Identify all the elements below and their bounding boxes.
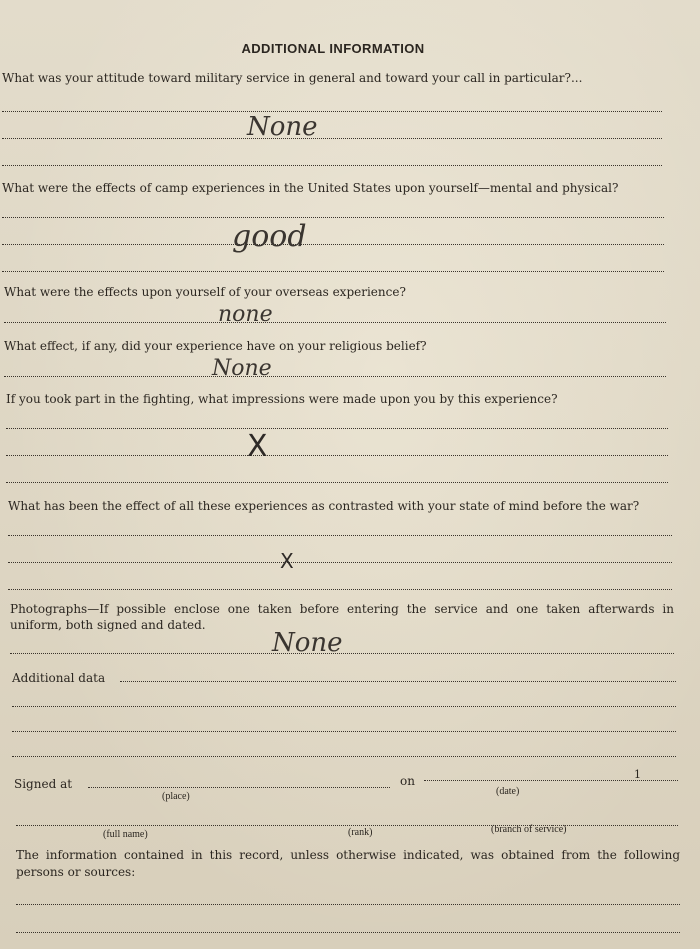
answer-line [16, 904, 680, 905]
answer-line [2, 217, 664, 218]
handwritten-answer-overseas: none [218, 302, 273, 327]
answer-line [16, 932, 680, 933]
answer-line [2, 165, 662, 166]
question-attitude: What was your attitude toward military service in general and toward your call in particular?... [2, 71, 583, 85]
answer-line [8, 535, 672, 536]
handwritten-answer-photographs: None [272, 628, 343, 658]
question-overseas-experience: What were the effects upon yourself of your overseas experience? [4, 285, 406, 299]
page-title: ADDITIONAL INFORMATION [241, 41, 425, 56]
additional-data-label: Additional data [12, 671, 106, 685]
answer-line [4, 322, 666, 323]
question-religious-belief: What effect, if any, did your experience have on your religious belief? [4, 339, 427, 353]
answer-line [12, 731, 676, 732]
signed-at-label: Signed at [14, 777, 73, 791]
question-camp-experience: What were the effects of camp experiences in the United States upon yourself—mental and physical? [2, 181, 619, 195]
full-name-caption: (full name) [103, 829, 148, 840]
place-caption: (place) [162, 791, 190, 802]
question-fighting-impressions: If you took part in the fighting, what impressions were made upon you by this experience? [6, 392, 558, 406]
answer-line [6, 455, 668, 456]
handwritten-answer-religious: None [212, 356, 272, 381]
answer-line [12, 706, 676, 707]
date-caption: (date) [496, 786, 520, 797]
answer-line [2, 138, 662, 139]
answer-line [6, 428, 668, 429]
answer-line [2, 271, 664, 272]
answer-line [2, 244, 664, 245]
answer-line [4, 376, 666, 377]
photographs-text: Photographs—If possible enclose one taken before entering the service and one taken afterwards in uniform, both signed and dated. [10, 602, 674, 632]
answer-line [120, 681, 676, 682]
place-line [88, 787, 390, 788]
answer-line [6, 482, 668, 483]
answer-line [2, 111, 662, 112]
question-state-of-mind: What has been the effect of all these experiences as contrasted with your state of mind before the war? [8, 499, 640, 513]
handwritten-x-mark: X [247, 429, 268, 464]
name-rank-branch-line [16, 825, 678, 826]
handwritten-x-mark: X [280, 549, 294, 573]
date-partial: 1 [634, 768, 641, 781]
rank-caption: (rank) [348, 827, 373, 838]
answer-line [12, 756, 676, 757]
answer-line [8, 562, 672, 563]
handwritten-answer-attitude: None [247, 112, 318, 142]
branch-caption: (branch of service) [491, 824, 567, 835]
sources-note: The information contained in this record, unless otherwise indicated, was obtained from the following persons or sources: [16, 848, 680, 879]
on-label: on [400, 774, 415, 788]
answer-line [8, 589, 672, 590]
handwritten-answer-camp: good [232, 219, 307, 254]
